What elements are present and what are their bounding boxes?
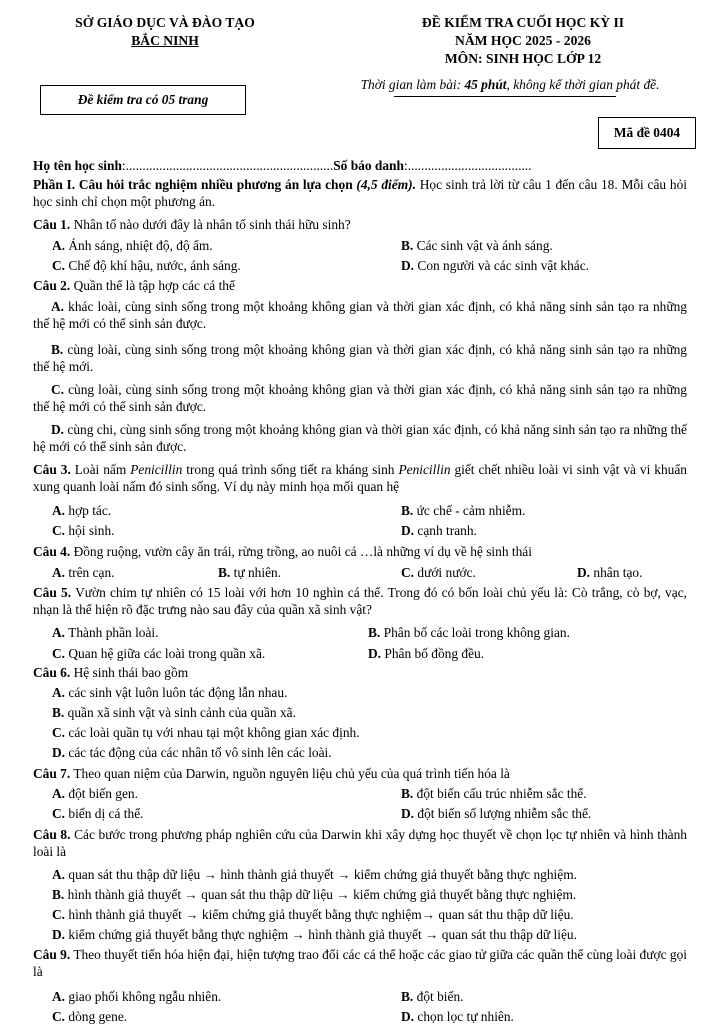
q4-option-c: C. dưới nước. (401, 565, 476, 580)
school-year: NĂM HỌC 2025 - 2026 (455, 33, 591, 48)
q8-option-d: D. kiểm chứng giả thuyết bằng thực nghiệm → hình thành giả thuyết → quan sát thu thập dữ liệu. (52, 927, 577, 942)
question-5: Câu 5. Vườn chim tự nhiên có 15 loài với hơn 10 nghìn cá thể. Trong đó có bốn loài chủ yếu là: Cò trắng, cò bợ, vạc, nhạn là thể hiện rõ đặc trưng nào sau đây của quần xã sinh vật? (33, 585, 687, 618)
question-4: Câu 4. Đồng ruộng, vườn cây ăn trái, rừng trồng, ao nuôi cá …là những ví dụ về hệ sinh thái (33, 544, 532, 559)
q3-option-d: D. cạnh tranh. (401, 523, 477, 538)
q8-option-a: A. quan sát thu thập dữ liệu → hình thành giả thuyết → kiểm chứng giả thuyết bằng thực nghiệm. (52, 867, 577, 882)
page-count-box: Đề kiểm tra có 05 trang (40, 85, 246, 115)
q9-option-d: D. chọn lọc tự nhiên. (401, 1009, 514, 1024)
q2-option-c: C. cùng loài, cùng sinh sống trong một khoảng không gian và thời gian xác định, có khả năng sinh sản tạo ra những thế hệ mới có thể sinh sản được. (33, 382, 687, 415)
q4-option-a: A. trên cạn. (52, 565, 115, 580)
department-name: SỞ GIÁO DỤC VÀ ĐÀO TẠO (75, 15, 255, 30)
exam-code-box: Mã đề 0404 (598, 117, 696, 149)
q2-option-b: B. cùng loài, cùng sinh sống trong một khoảng không gian và thời gian xác định, có khả năng sinh sản tạo ra những thế hệ mới. (33, 342, 687, 375)
question-2: Câu 2. Quần thể là tập hợp các cá thể (33, 278, 235, 293)
q6-option-d: D. các tác động của các nhân tố vô sinh lên các loài. (52, 745, 332, 760)
q1-option-b: B. Các sinh vật và ánh sáng. (401, 238, 553, 253)
q6-option-c: C. các loài quần tụ với nhau tại một không gian xác định. (52, 725, 360, 740)
q5-option-c: C. Quan hệ giữa các loài trong quần xã. (52, 646, 266, 661)
q8-option-b: B. hình thành giả thuyết → quan sát thu thập dữ liệu → kiểm chứng giả thuyết bằng thực nghiệm. (52, 887, 577, 902)
question-9: Câu 9. Theo thuyết tiến hóa hiện đại, hiện tượng trao đổi các cá thể hoặc các giao tử giữa các quần thể cùng loài được gọi là (33, 947, 687, 980)
q7-option-d: D. đột biến số lượng nhiễm sắc thể. (401, 806, 592, 821)
q9-option-a: A. giao phối không ngẫu nhiên. (52, 989, 222, 1004)
q8-option-c: C. hình thành giả thuyết → kiểm chứng giả thuyết bằng thực nghiệm→ quan sát thu thập dữ liệu. (52, 907, 574, 922)
question-8: Câu 8. Các bước trong phương pháp nghiên cứu của Darwin khi xây dựng học thuyết về chọn lọc tự nhiên và hình thành loài là (33, 827, 687, 860)
exam-title: ĐỀ KIỂM TRA CUỐI HỌC KỲ II (421, 15, 625, 30)
province-name: BẮC NINH (131, 33, 199, 48)
q4-option-b: B. tự nhiên. (218, 565, 282, 580)
q2-option-a: A. khác loài, cùng sinh sống trong một khoảng không gian và thời gian xác định, có khả năng sinh sản tạo ra những thế hệ mới có thể sinh sản được. (33, 299, 687, 332)
question-6: Câu 6. Hệ sinh thái bao gồm (33, 665, 189, 680)
q1-option-d: D. Con người và các sinh vật khác. (401, 258, 590, 273)
subject: MÔN: SINH HỌC LỚP 12 (444, 51, 602, 66)
question-1: Câu 1. Nhân tố nào dưới đây là nhân tố sinh thái hữu sinh? (33, 217, 351, 232)
q3-option-a: A. hợp tác. (52, 503, 112, 518)
q1-option-c: C. Chế độ khí hậu, nước, ánh sáng. (52, 258, 241, 273)
q2-option-d: D. cùng chi, cùng sinh sống trong một khoảng không gian và thời gian xác định, có khả năng sinh sản tạo ra những thế hệ mới có thể sinh sản được. (33, 422, 687, 455)
q3-option-c: C. hội sinh. (52, 523, 115, 538)
q7-option-b: B. đột biến cấu trúc nhiễm sắc thể. (401, 786, 587, 801)
q4-option-d: D. nhân tạo. (577, 565, 643, 580)
q7-option-a: A. đột biến gen. (52, 786, 138, 801)
q1-option-a: A. Ánh sáng, nhiệt độ, độ ẩm. (52, 238, 213, 253)
q6-option-a: A. các sinh vật luôn luôn tác động lẫn nhau. (52, 685, 288, 700)
time-underline (394, 96, 616, 97)
q5-option-d: D. Phân bố đồng đều. (368, 646, 485, 661)
exam-time: Thời gian làm bài: 45 phút, không kể thời gian phát đề. (360, 77, 660, 92)
q5-option-b: B. Phân bố các loài trong không gian. (368, 625, 570, 640)
student-info-line: Họ tên học sinh:..............................................................Số báo danh:..................................... (33, 158, 532, 173)
q7-option-c: C. biến dị cá thể. (52, 806, 144, 821)
question-3: Câu 3. Loài nấm Penicillin trong quá trình sống tiết ra kháng sinh Penicillin giết chết nhiều loài vi sinh vật và vi khuẩn xung quanh loài nấm đó sinh sống. Ví dụ này minh họa mối quan hệ (33, 462, 687, 495)
question-7: Câu 7. Theo quan niệm của Darwin, nguồn nguyên liệu chủ yếu của quá trình tiến hóa là (33, 766, 510, 781)
q3-option-b: B. ức chế - cảm nhiễm. (401, 503, 526, 518)
q5-option-a: A. Thành phần loài. (52, 625, 159, 640)
part1-heading: Phần I. Câu hỏi trắc nghiệm nhiều phương án lựa chọn (4,5 điểm). Học sinh trả lời từ câu 1 đến câu 18. Mỗi câu hỏi học sinh chỉ chọn một phương án. (33, 177, 687, 210)
q9-option-b: B. đột biến. (401, 989, 464, 1004)
q6-option-b: B. quần xã sinh vật và sinh cảnh của quần xã. (52, 705, 296, 720)
q9-option-c: C. dòng gene. (52, 1009, 128, 1024)
